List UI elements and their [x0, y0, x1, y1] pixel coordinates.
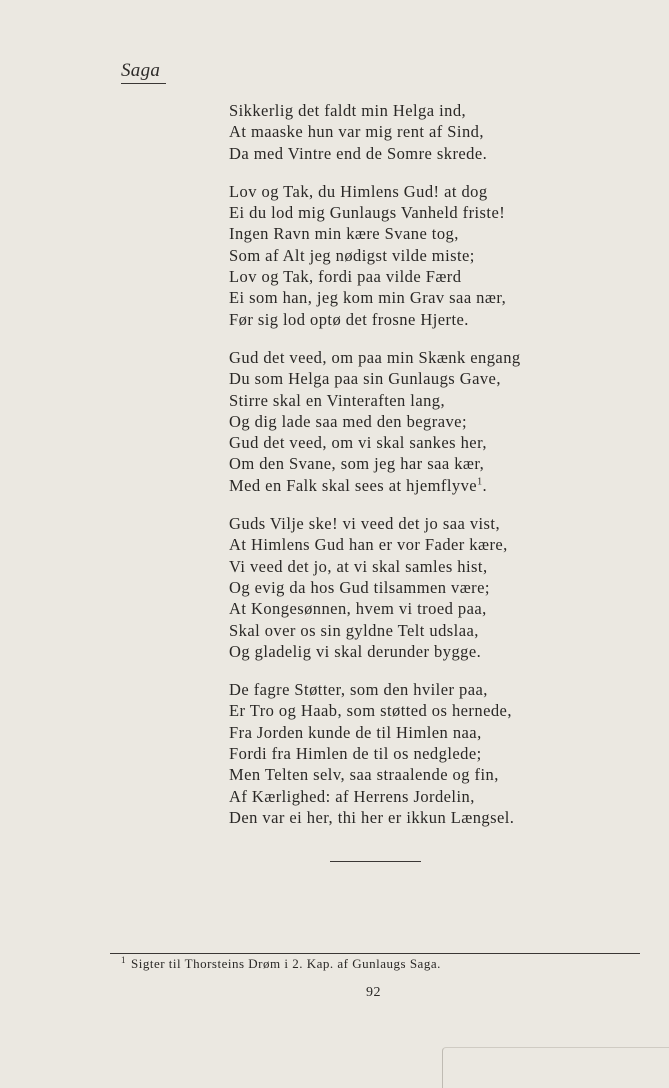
- poem-line: Fra Jorden kunde de til Himlen naa,: [229, 722, 482, 742]
- line-end-punctuation: .: [482, 475, 488, 495]
- poem-line: Og dig lade saa med den begrave;: [229, 411, 467, 431]
- poem-line: Lov og Tak, du Himlens Gud! at dog: [229, 181, 488, 201]
- poem-line: At Himlens Gud han er vor Fader kære,: [229, 535, 508, 555]
- running-head: Saga: [121, 60, 161, 81]
- poem-line: Som af Alt jeg nødigst vilde miste;: [229, 245, 475, 265]
- poem-line: Ei du lod mig Gunlaugs Vanheld friste!: [229, 203, 506, 223]
- poem-line: Lov og Tak, fordi paa vilde Færd: [229, 267, 462, 287]
- poem-line: Men Telten selv, saa straalende og fin,: [229, 765, 499, 785]
- poem-line: Og gladelig vi skal derunder bygge.: [229, 641, 482, 661]
- poem-line: De fagre Støtter, som den hviler paa,: [229, 680, 488, 700]
- poem-line: Fordi fra Himlen de til os nedglede;: [229, 744, 482, 764]
- footnote-reference: 1: [477, 476, 483, 488]
- poem-line: At maaske hun var mig rent af Sind,: [229, 122, 484, 142]
- poem-line: Før sig lod optø det frosne Hjerte.: [229, 309, 469, 329]
- poem-line: Gud det veed, om vi skal sankes her,: [229, 433, 487, 453]
- poem-line: Gud det veed, om paa min Skænk engang: [229, 347, 521, 367]
- footnote: [121, 956, 441, 972]
- poem-line: Da med Vintre end de Somre skrede.: [229, 143, 488, 163]
- poem-line: Vi veed det jo, at vi skal samles hist,: [229, 556, 488, 576]
- next-page-edge: [442, 1047, 669, 1088]
- stanza-2: [229, 181, 609, 330]
- running-head-underline: [121, 83, 166, 84]
- poem-line: Og evig da hos Gud tilsammen være;: [229, 577, 490, 597]
- poem-line: Af Kærlighed: af Herrens Jordelin,: [229, 786, 475, 806]
- stanza-4: [229, 513, 609, 662]
- stanza-3: [229, 347, 609, 496]
- poem-line: Ingen Ravn min kære Svane tog,: [229, 224, 459, 244]
- section-end-rule: [330, 861, 421, 862]
- footnote-separator: [110, 953, 640, 954]
- poem-line: Ei som han, jeg kom min Grav saa nær,: [229, 288, 507, 308]
- poem-line-text: Med en Falk skal sees at hjemflyve: [229, 475, 478, 495]
- poem-line: Om den Svane, som jeg har saa kær,: [229, 454, 485, 474]
- poem-line: Guds Vilje ske! vi veed det jo saa vist,: [229, 514, 501, 534]
- poem-line: Den var ei her, thi her er ikkun Længsel.: [229, 807, 515, 827]
- poem-line: Sikkerlig det faldt min Helga ind,: [229, 101, 467, 120]
- footnote-number: 1: [121, 954, 126, 965]
- stanza-5: [229, 679, 609, 828]
- poem-line: At Kongesønnen, hvem vi troed paa,: [229, 599, 487, 619]
- page-number: 92: [366, 985, 381, 1000]
- stanza-1: [229, 100, 609, 164]
- poem-line: Du som Helga paa sin Gunlaugs Gave,: [229, 369, 501, 389]
- poem: [229, 100, 609, 845]
- footnote-text: Sigter til Thorsteins Drøm i 2. Kap. af Gunlaugs Saga.: [131, 956, 441, 971]
- poem-line: Skal over os sin gyldne Telt udslaa,: [229, 620, 479, 640]
- poem-line-with-footnote: [229, 475, 609, 496]
- poem-line: Stirre skal en Vinteraften lang,: [229, 390, 446, 410]
- poem-line: Er Tro og Haab, som støtted os hernede,: [229, 701, 512, 721]
